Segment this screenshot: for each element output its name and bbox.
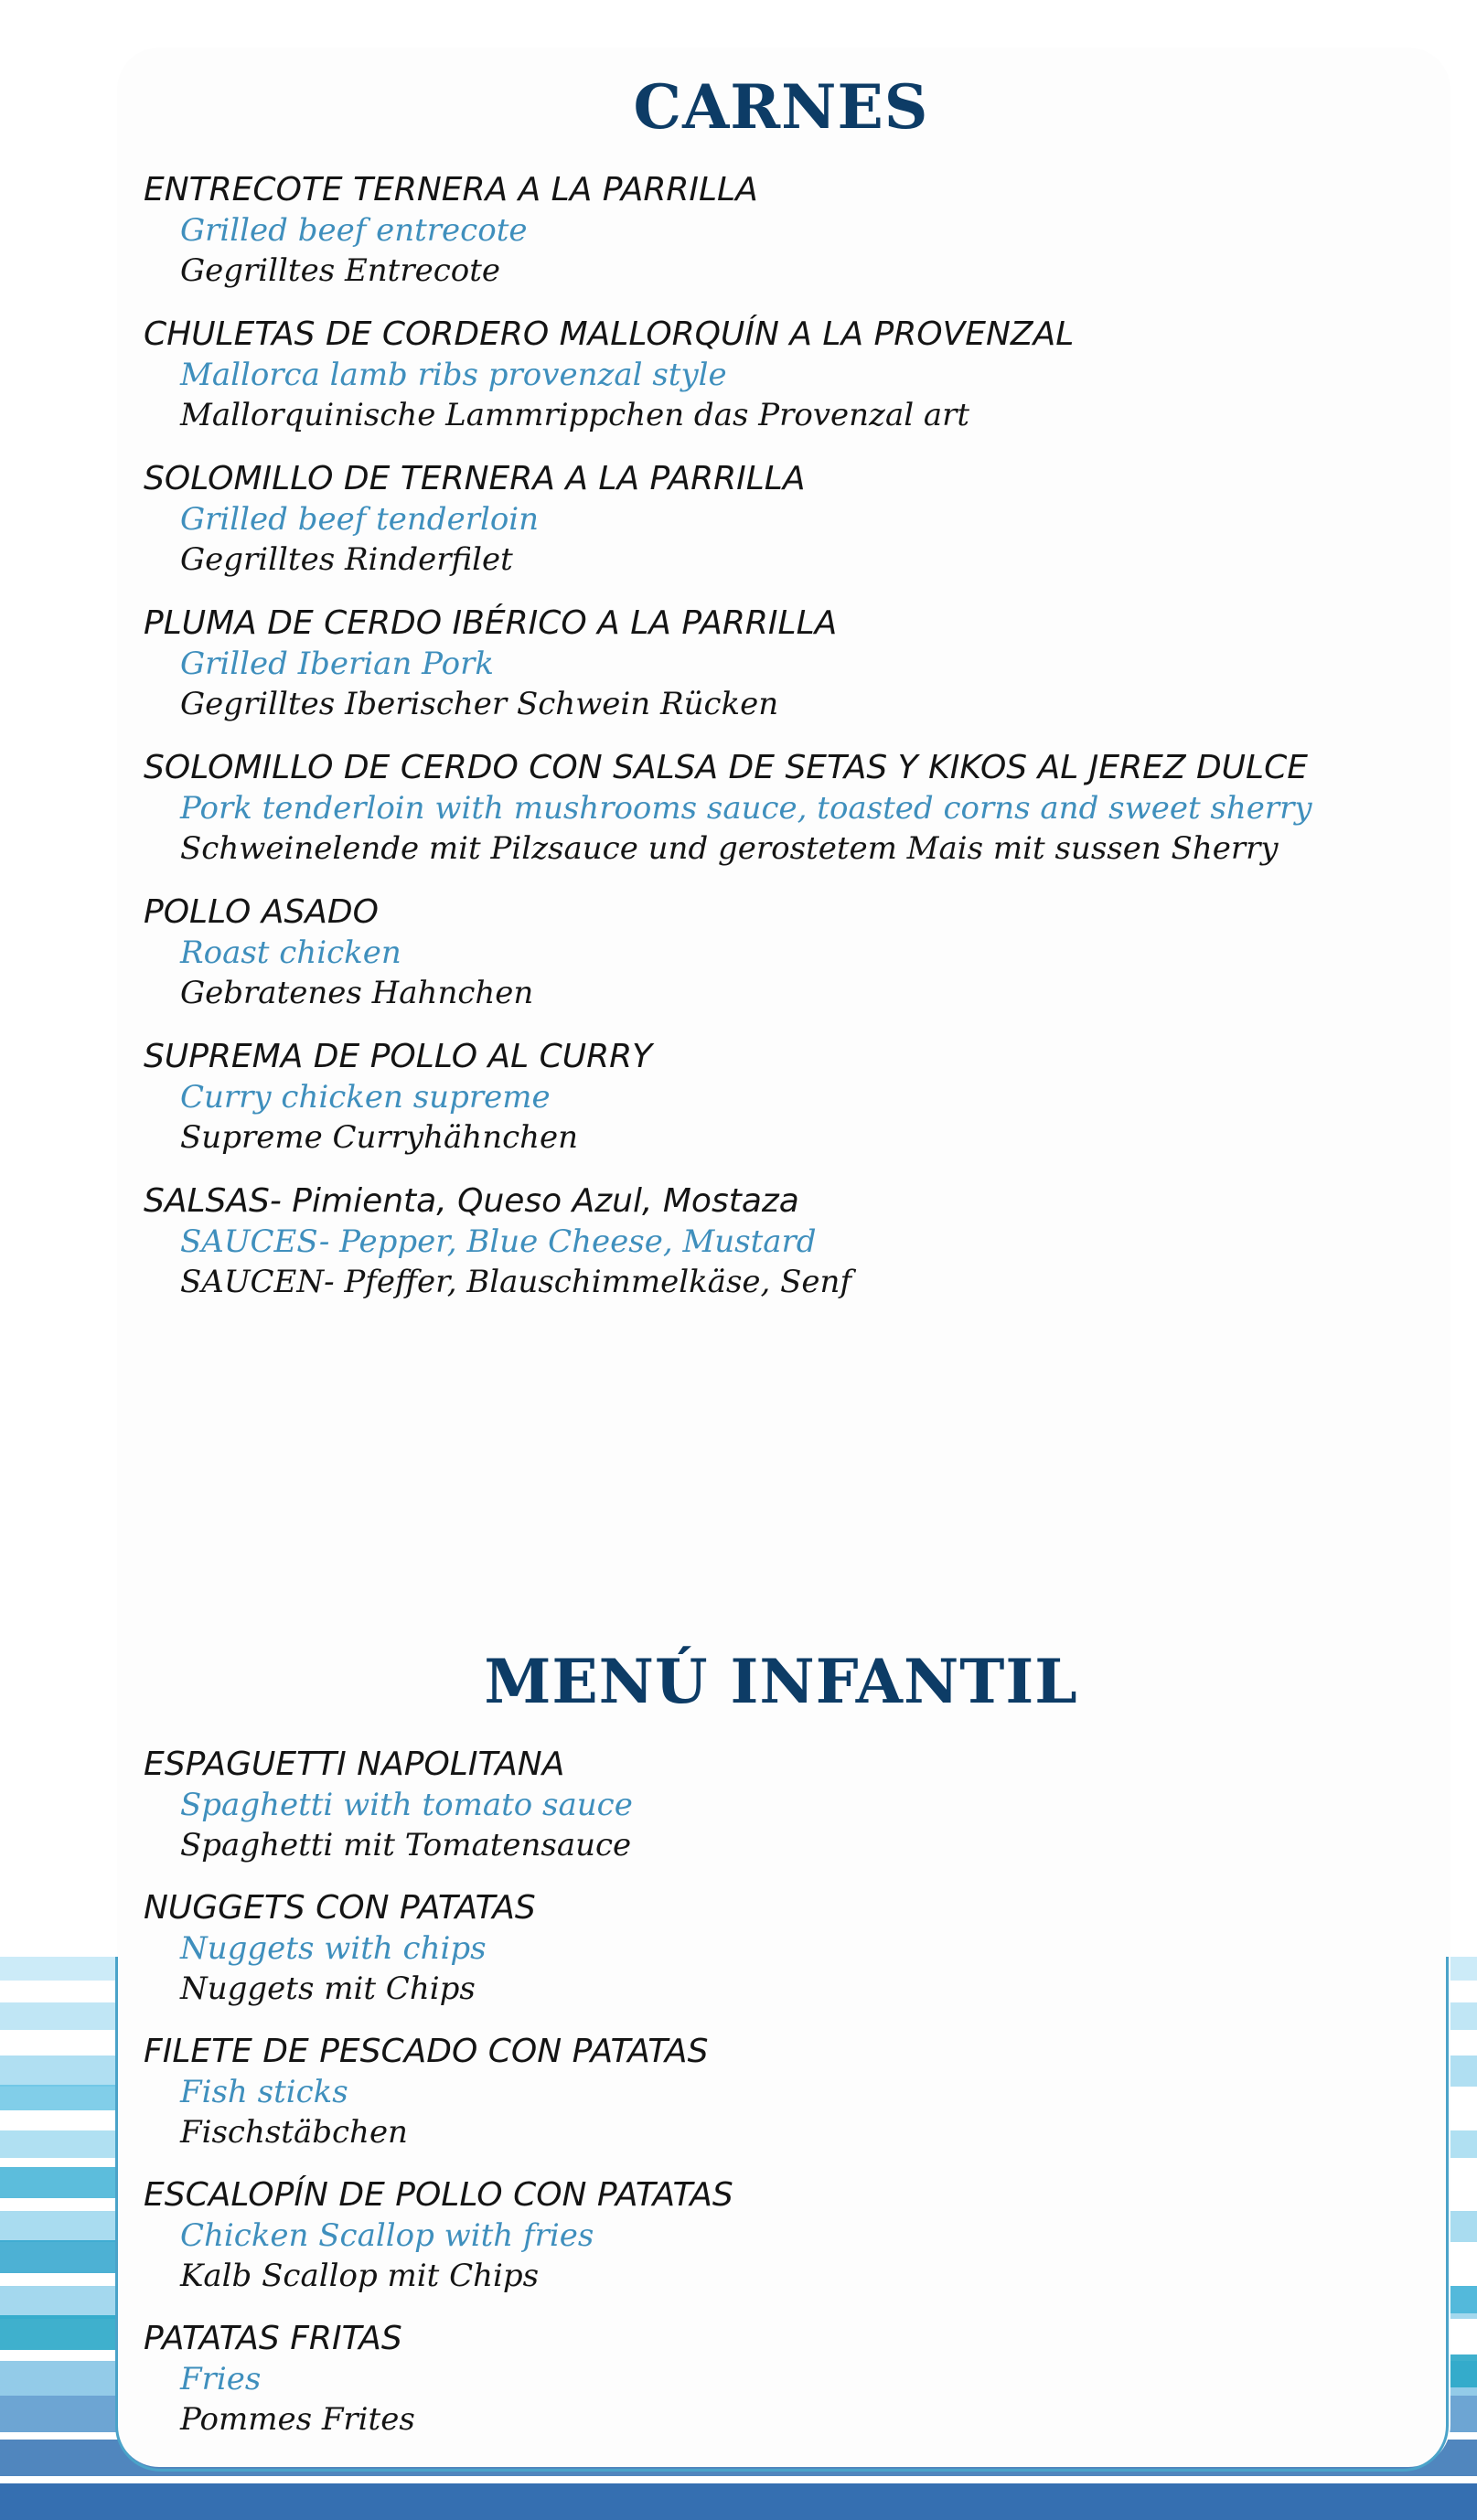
list-item [144, 603, 1442, 748]
dish-name-english: Chicken Scallop with fries [180, 2217, 594, 2254]
sauces-spanish: SALSAS- Pimienta, Queso Azul, Mostaza [144, 1182, 799, 1220]
dish-name-english: Spaghetti with tomato sauce [180, 1787, 633, 1823]
dish-name-spanish: SUPREMA DE POLLO AL CURRY [144, 1038, 653, 1075]
dish-name-german: Gegrilltes Rinderfilet [180, 541, 513, 578]
sauces-english: SAUCES- Pepper, Blue Cheese, Mustard [180, 1223, 817, 1260]
list-item [144, 459, 1442, 603]
list-item [144, 1888, 1442, 2032]
dish-name-german: Gegrilltes Iberischer Schwein Rücken [180, 686, 779, 722]
dish-name-german: Schweinelende mit Pilzsauce und gerostetem Mais mit sussen Sherry [180, 830, 1279, 867]
dish-name-spanish: SOLOMILLO DE TERNERA A LA PARRILLA [144, 460, 806, 497]
dish-name-english: Roast chicken [180, 934, 401, 971]
dish-name-german: Nuggets mit Chips [180, 1970, 476, 2007]
list-item [144, 2032, 1442, 2175]
dish-name-spanish: PLUMA DE CERDO IBÉRICO A LA PARRILLA [144, 604, 838, 642]
list-item [144, 892, 1442, 1037]
dish-name-english: Grilled Iberian Pork [180, 646, 494, 682]
dish-name-english: Grilled beef tenderloin [180, 501, 540, 538]
dish-name-german: Mallorquinische Lammrippchen das Provenzal art [180, 397, 970, 433]
dish-name-english: Grilled beef entrecote [180, 212, 528, 249]
list-item [144, 2319, 1442, 2462]
dish-name-english: Pork tenderloin with mushrooms sauce, toasted corns and sweet sherry [180, 790, 1312, 827]
dish-name-english: Mallorca lamb ribs provenzal style [180, 357, 727, 393]
dish-name-spanish: ENTRECOTE TERNERA A LA PARRILLA [144, 171, 758, 208]
list-item [144, 748, 1442, 892]
list-item [144, 2175, 1442, 2319]
dish-name-german: Fischstäbchen [180, 2114, 408, 2151]
section-title-carnes: CARNES [633, 71, 929, 143]
list-item [144, 1037, 1442, 1181]
dish-name-spanish: ESCALOPÍN DE POLLO CON PATATAS [144, 2176, 733, 2214]
list-item [144, 1181, 1442, 1326]
dish-name-spanish: ESPAGUETTI NAPOLITANA [144, 1746, 565, 1783]
dish-name-english: Fries [180, 2361, 262, 2397]
dish-name-german: Gebratenes Hahnchen [180, 975, 534, 1011]
dish-name-german: Gegrilltes Entrecote [180, 252, 501, 289]
list-item [144, 170, 1442, 315]
list-item [144, 1745, 1442, 1888]
dish-name-spanish: PATATAS FRITAS [144, 2320, 402, 2357]
dish-name-spanish: FILETE DE PESCADO CON PATATAS [144, 2033, 709, 2070]
dish-name-english: Nuggets with chips [180, 1930, 487, 1967]
dish-name-spanish: CHULETAS DE CORDERO MALLORQUÍN A LA PROVENZAL [144, 315, 1075, 353]
dish-name-spanish: POLLO ASADO [144, 893, 379, 931]
dish-name-spanish: SOLOMILLO DE CERDO CON SALSA DE SETAS Y KIKOS AL JEREZ DULCE [144, 749, 1308, 786]
dish-name-german: Supreme Curryhähnchen [180, 1119, 579, 1156]
dish-name-english: Fish sticks [180, 2074, 348, 2110]
dish-name-english: Curry chicken supreme [180, 1079, 551, 1116]
dish-name-german: Kalb Scallop mit Chips [180, 2258, 540, 2294]
menu-infantil-list [144, 1745, 1442, 2462]
dish-name-german: Spaghetti mit Tomatensauce [180, 1827, 632, 1863]
sauces-german: SAUCEN- Pfeffer, Blauschimmelkäse, Senf [180, 1264, 852, 1300]
dish-name-spanish: NUGGETS CON PATATAS [144, 1889, 536, 1927]
dish-name-german: Pommes Frites [180, 2401, 415, 2438]
section-title-menu-infantil: MENÚ INFANTIL [484, 1646, 1078, 1717]
list-item [144, 315, 1442, 459]
carnes-list [144, 170, 1442, 1326]
